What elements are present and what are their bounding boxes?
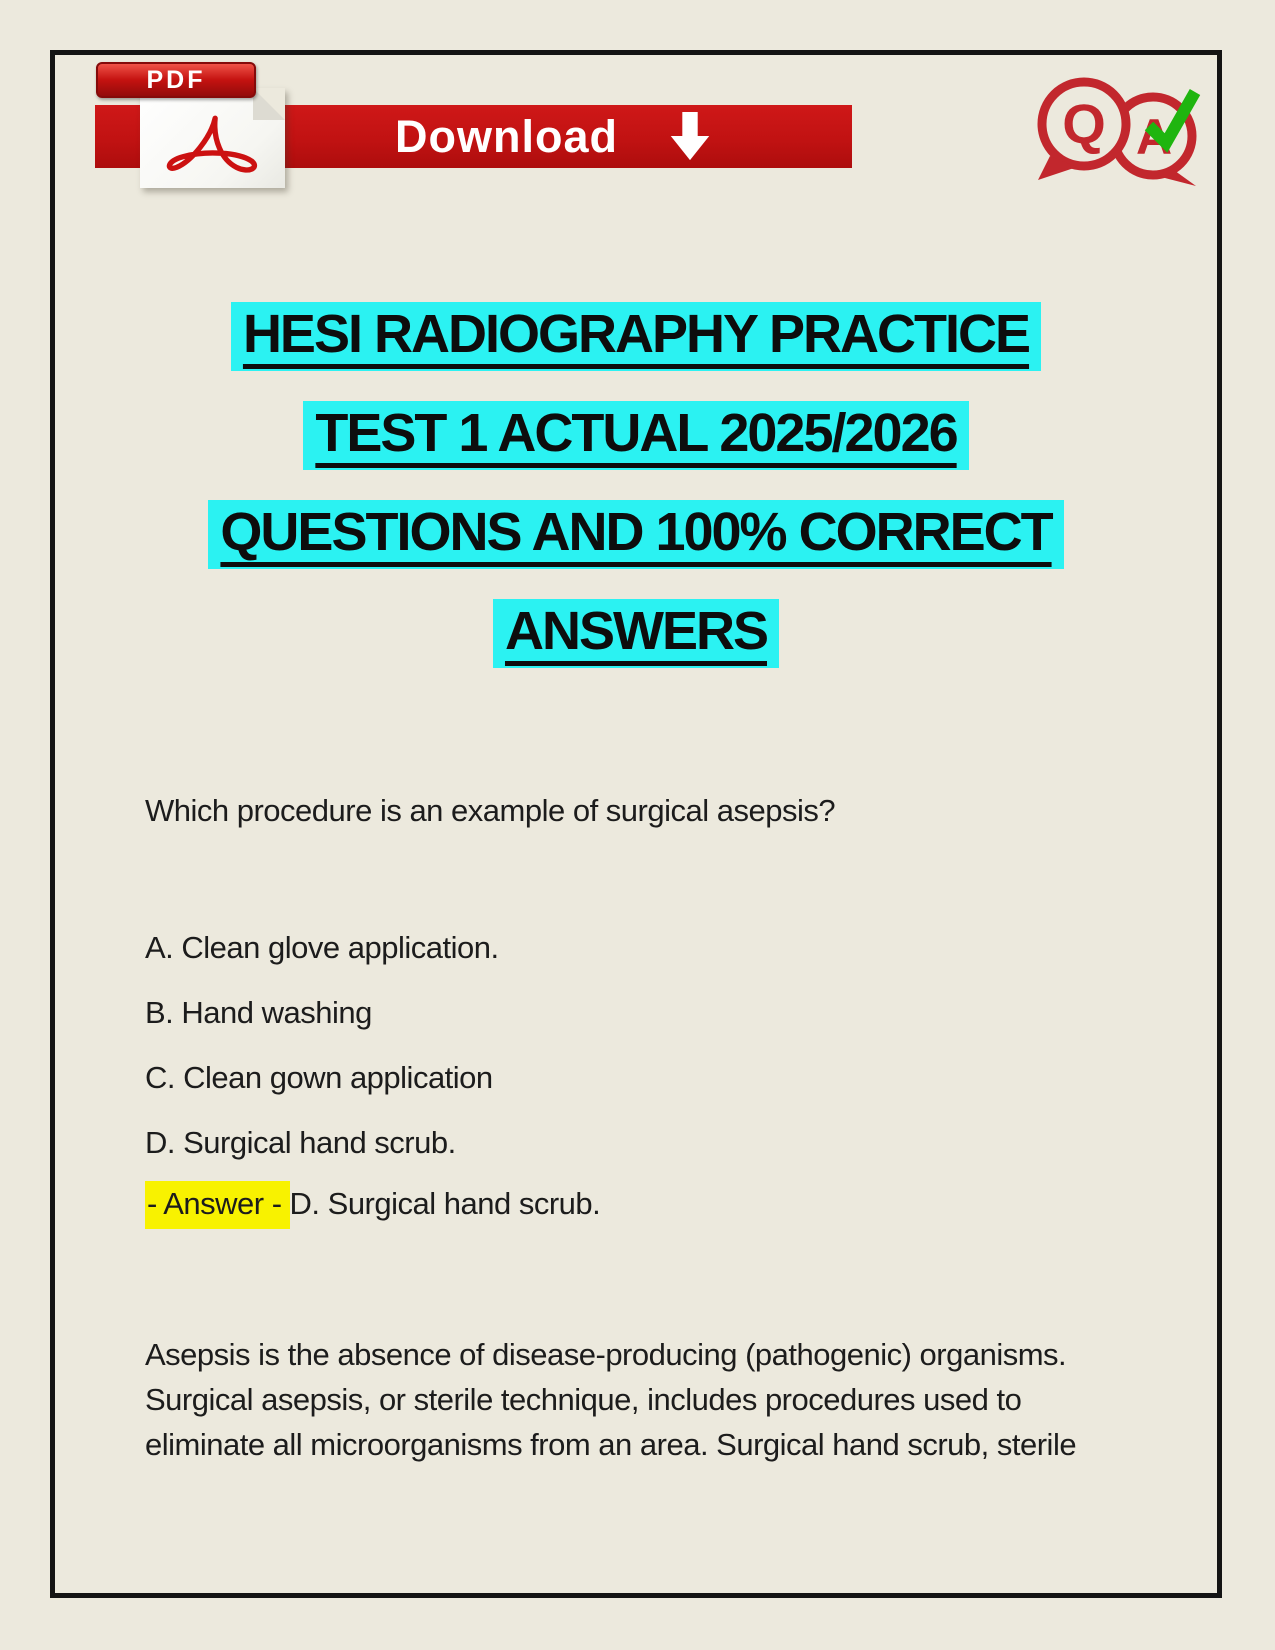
option-d: D. Surgical hand scrub. — [145, 1125, 456, 1160]
title-line — [56, 401, 1216, 470]
explanation-line-2: Surgical asepsis, or sterile technique, includes procedures used to — [145, 1382, 1022, 1417]
option-a: A. Clean glove application. — [145, 930, 499, 965]
qa-q-letter: Q — [1062, 92, 1106, 155]
title-line-2: TEST 1 ACTUAL 2025/2026 — [303, 401, 968, 470]
answer-text: D. Surgical hand scrub. — [289, 1186, 601, 1221]
pdf-badge-label: PDF — [146, 65, 206, 94]
acrobat-ribbon-icon — [154, 114, 272, 178]
option-b: B. Hand washing — [145, 995, 372, 1030]
title-line — [56, 599, 1216, 668]
option-c: C. Clean gown application — [145, 1060, 493, 1095]
title-line-1: HESI RADIOGRAPHY PRACTICE — [231, 302, 1041, 371]
pdf-badge — [96, 62, 256, 98]
download-label: Download — [395, 110, 618, 162]
title-line-3: QUESTIONS AND 100% CORRECT — [208, 500, 1063, 569]
explanation-line-3: eliminate all microorganisms from an area. Surgical hand scrub, sterile — [145, 1427, 1077, 1462]
qa-a-letter: A — [1135, 109, 1173, 165]
down-arrow-icon — [668, 112, 712, 162]
explanation-line-1: Asepsis is the absence of disease-producing (pathogenic) organisms. — [145, 1337, 1067, 1372]
explanation — [145, 1332, 1076, 1467]
pdf-file-icon[interactable] — [140, 88, 285, 188]
answer-line — [145, 1186, 600, 1222]
title-line — [56, 500, 1216, 569]
title — [56, 302, 1216, 698]
qa-logo-icon — [1032, 76, 1204, 188]
answer-highlight: - Answer - — [145, 1181, 290, 1229]
title-line — [56, 302, 1216, 371]
title-line-4: ANSWERS — [493, 599, 779, 668]
question-text: Which procedure is an example of surgical asepsis? — [145, 793, 836, 828]
